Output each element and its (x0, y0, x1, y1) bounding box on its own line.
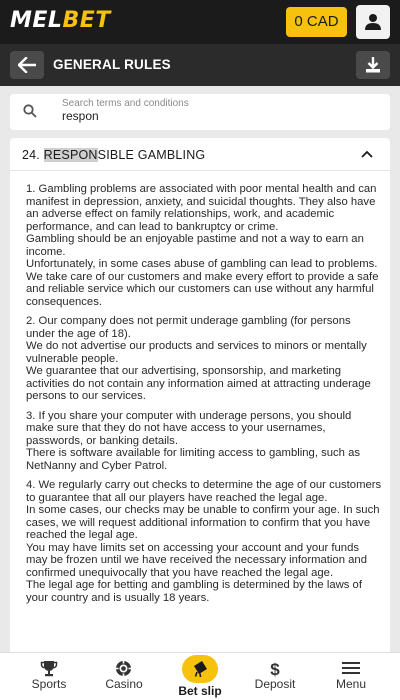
nav-item-casino[interactable] (89, 653, 159, 700)
nav-label-sports: Sports (31, 677, 67, 691)
back-button[interactable] (10, 51, 44, 79)
section-body (26, 183, 382, 611)
download-button[interactable] (356, 51, 390, 79)
casino-chip-icon (115, 660, 132, 677)
top-header (0, 0, 400, 44)
nav-item-deposit[interactable] (240, 653, 310, 700)
rule-paragraph-3: 3. If you share your computer with underage persons, you should make sure that they do not have access to your usernames, passwords, or banking details. There is software available for limiting access to gambling, such as NetNanny and Cyber Patrol. (26, 409, 361, 472)
search-input[interactable]: respon (62, 109, 99, 123)
section-title (22, 148, 205, 162)
section-title-rest: SIBLE GAMBLING (97, 148, 206, 162)
balance-button[interactable]: 0 CAD (286, 7, 347, 37)
search-match-highlight: RESPON (43, 148, 98, 162)
nav-label-casino: Casino (105, 677, 143, 691)
trophy-icon (40, 660, 58, 677)
user-icon (364, 13, 382, 31)
nav-item-bet-slip[interactable] (165, 653, 235, 700)
nav-item-menu[interactable] (316, 653, 386, 700)
search-placeholder-label: Search terms and conditions (62, 98, 189, 109)
section-header[interactable] (10, 138, 390, 171)
melbet-logo[interactable] (10, 8, 111, 34)
rule-paragraph-2: 2. Our company does not permit underage gambling (for persons under the age of 18). We do not advertise our products and services to minors or mentally vulnerable people. We guarantee that our advertising, sponsorship, and marketing activities do not contain any information aimed at attracting underage persons to our services. (26, 315, 371, 402)
nav-item-sports[interactable] (14, 653, 84, 700)
nav-label-deposit: Deposit (254, 677, 296, 691)
svg-text:$: $ (270, 660, 280, 678)
page-title: GENERAL RULES (53, 57, 171, 72)
rules-section-card (10, 138, 390, 658)
chevron-up-icon[interactable] (361, 150, 373, 158)
account-button[interactable] (356, 5, 390, 39)
search-field[interactable] (10, 94, 390, 130)
rule-paragraph-1: 1. Gambling problems are associated with poor mental health and can manifest in depression, anxiety, and suicidal thoughts. They also have an adverse effect on family relationships, work, and academic performance, and can lead to bankruptcy or crime. Gambling should be an enjoyable pastime and not a way to earn an income. Unfortunately, in some cases abuse of gambling can lead to problems. We take care of our customers and make every effort to provide a safe and reliable service which our customers can use without any harmful consequences. (26, 183, 379, 308)
dollar-icon (266, 660, 284, 678)
logo-text-mel: MEL (10, 8, 63, 33)
search-icon (23, 104, 37, 118)
download-icon (365, 56, 381, 74)
logo-text-bet: BET (62, 8, 111, 33)
ticket-icon (191, 660, 209, 678)
rule-paragraph-4: 4. We regularly carry out checks to determine the age of our customers to guarantee that all our players have reached the legal age. In some cases, our checks may be unable to confirm your age. In such cases, we will request additional information to confirm that you have reached the legal age. You may have limits set on accessing your account and your funds may be frozen until we have received the necessary information and confirmed unequivocally that you have reached the legal age. The legal age for betting and gambling is determined by the laws of your country and is usually 18 years. (26, 479, 382, 604)
nav-label-menu: Menu (335, 677, 367, 691)
hamburger-icon (342, 660, 360, 676)
nav-label-bet-slip: Bet slip (178, 684, 222, 698)
arrow-left-icon (18, 57, 36, 73)
bottom-navigation (0, 652, 400, 700)
bet-slip-active-indicator (182, 655, 218, 683)
section-number: 24. (22, 148, 44, 162)
sub-header (0, 44, 400, 86)
